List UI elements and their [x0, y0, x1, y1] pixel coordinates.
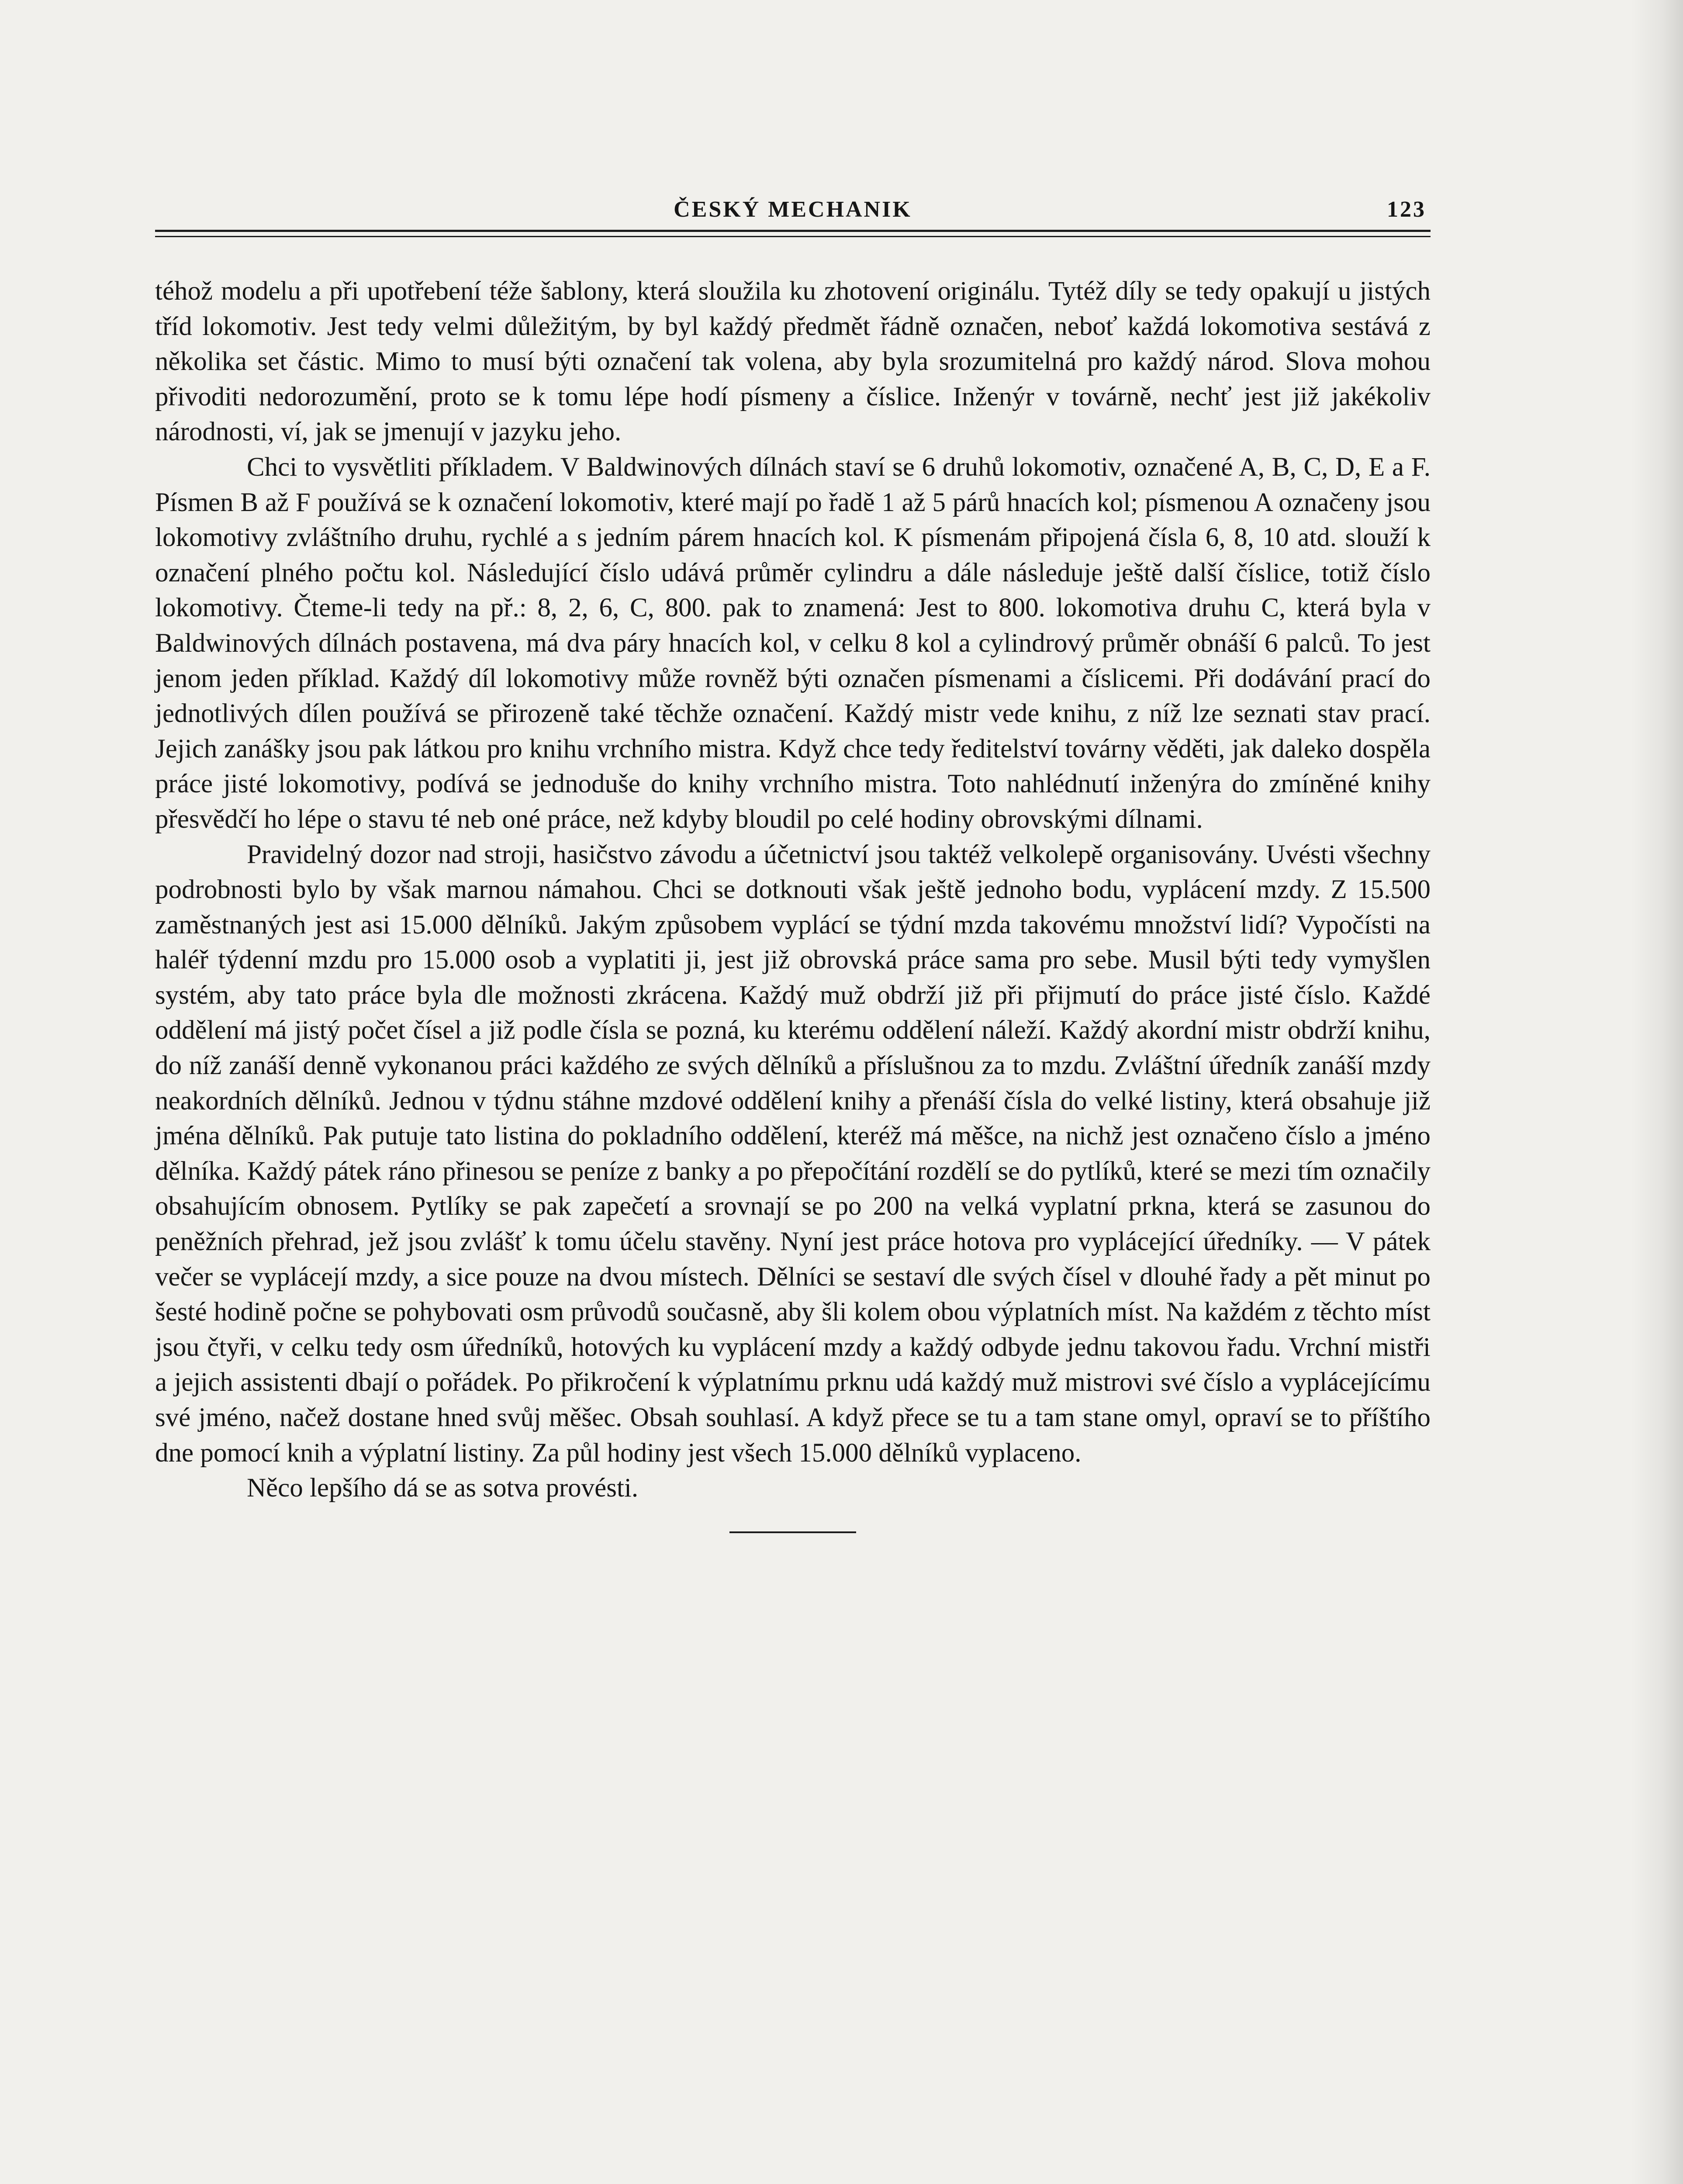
paragraph-closing: Něco lepšího dá se as sotva provésti. — [247, 1473, 639, 1503]
header-rule-bottom — [155, 236, 1431, 237]
paragraph-wage-payment: Pravidelný dozor nad stroji, hasičstvo závodu a účetnictví jsou taktéž velkolepě organisovány. Uvésti všechny podrobnosti bylo by však marnou námahou. Chci se dotknouti však ještě jednoho bodu, vyplácení mzdy. Z 15.500 zaměstnaných jest asi 15.000 dělníků. Jakým způsobem vyplácí se týdní mzda takovému množství lidí? Vypočísti na haléř týdenní mzdu pro 15.000 osob a vyplatiti ji, jest již obrovská práce sama pro sebe. Musil býti tedy vymyšlen systém, aby tato práce byla dle možnosti zkrácena. Každý muž obdrží již při přijmutí do práce jisté číslo. Každé oddělení má jistý počet čísel a již podle čísla se pozná, ku kterému oddělení náleží. Každý akordní mistr obdrží knihu, do níž zanáší denně vykonanou práci každého ze svých dělníků a příslušnou za to mzdu. Zvláštní úředník zanáší mzdy neakordních dělníků. Jednou v týdnu stáhne mzdové oddělení knihy a přenáší čísla do velké listiny, která obsahuje již jména dělníků. Pak putuje tato listina do pokladního oddělení, kteréž má měšce, na nichž jest označeno číslo a jméno dělníka. Každý pátek ráno přinesou se peníze z banky a po přepočítání rozdělí se do pytlíků, které se mezi tím označily obsahujícím obnosem. Pytlíky se pak zapečetí a srovnají se po 200 na velká vyplatní prkna, která se zasunou do peněžních přehrad, jež jsou zvlášť k tomu účelu stavěny. Nyní jest práce hotova pro vyplácející úředníky. — V pátek večer se vyplácejí mzdy, a sice pouze na dvou místech. Dělníci se sestaví dle svých čísel v dlouhé řady a pět minut po šesté hodině počne se pohybovati osm průvodů současně, aby šli kolem obou výplatních míst. Na každém z těchto míst jsou čtyři, v celku tedy osm úředníků, hotových ku vyplácení mzdy a každý odbyde jednu takovou řadu. Vrchní mistři a jejich assistenti dbají o pořádek. Po přikročení k výplatnímu prknu udá každý muž mistrovi své číslo a vyplácejícímu své jméno, načež dostane hned svůj měšec. Obsah souhlasí. A když přece se tu a tam stane omyl, opraví se to příštího dne pomocí knih a výplatní listiny. Za půl hodiny jest všech 15.000 dělníků vyplaceno. — [155, 840, 1431, 1468]
paragraph-continued: téhož modelu a při upotřebení téže šablony, která sloužila ku zhotovení originálu. Tytéž díly se tedy opakují u jistých tříd lokomotiv. Jest tedy velmi důležitým, by byl každý předmět řádně označen, neboť každá lokomotiva sestává z několika set částic. Mimo to musí býti označení tak volena, aby byla srozumitelná pro každý národ. Slova mohou přivoditi nedorozumění, proto se k tomu lépe hodí písmeny a číslice. Inženýr v továrně, nechť jest již jakékoliv národnosti, ví, jak se jmenují v jazyku jeho. — [155, 276, 1431, 447]
article-body — [155, 274, 1431, 1506]
section-end-rule — [729, 1531, 856, 1533]
running-header — [155, 192, 1431, 230]
journal-page — [155, 192, 1431, 2184]
header-rule-top — [155, 230, 1431, 232]
paragraph-baldwin-example: Chci to vysvětliti příkladem. V Baldwinových dílnách staví se 6 druhů lokomotiv, označené A, B, C, D, E a F. Písmen B až F používá se k označení lokomotiv, které mají po řadě 1 až 5 párů hnacích kol; písmenou A označeny jsou lokomotivy zvláštního druhu, rychlé a s jedním párem hnacích kol. K písmenám připojená čísla 6, 8, 10 atd. slouží k označení plného počtu kol. Následující číslo udává průměr cylindru a dále následuje ještě další číslice, totiž číslo lokomotivy. Čteme-li tedy na př.: 8, 2, 6, C, 800. pak to znamená: Jest to 800. lokomotiva druhu C, která byla v Baldwinových dílnách postavena, má dva páry hnacích kol, v celku 8 kol a cylindrový průměr obnáší 6 palců. To jest jenom jeden příklad. Každý díl lokomotivy může rovněž býti označen písmenami a číslicemi. Při dodávání prací do jednotlivých dílen používá se přirozeně také těchže označení. Každý mistr vede knihu, z níž lze seznati stav prací. Jejich zanášky jsou pak látkou pro knihu vrchního mistra. Když chce tedy ředitelství továrny věděti, jak daleko dospěla práce jisté lokomotivy, podívá se jednoduše do knihy vrchního mistra. Toto nahlédnutí inženýra do zmíněné knihy přesvědčí ho lépe o stavu té neb oné práce, než kdyby bloudil po celé hodiny obrovskými dílnami. — [155, 452, 1431, 834]
page-number: 123 — [1387, 197, 1426, 222]
running-title: ČESKÝ MECHANIK — [674, 197, 912, 222]
page-edge-shadow — [1631, 0, 1683, 2184]
